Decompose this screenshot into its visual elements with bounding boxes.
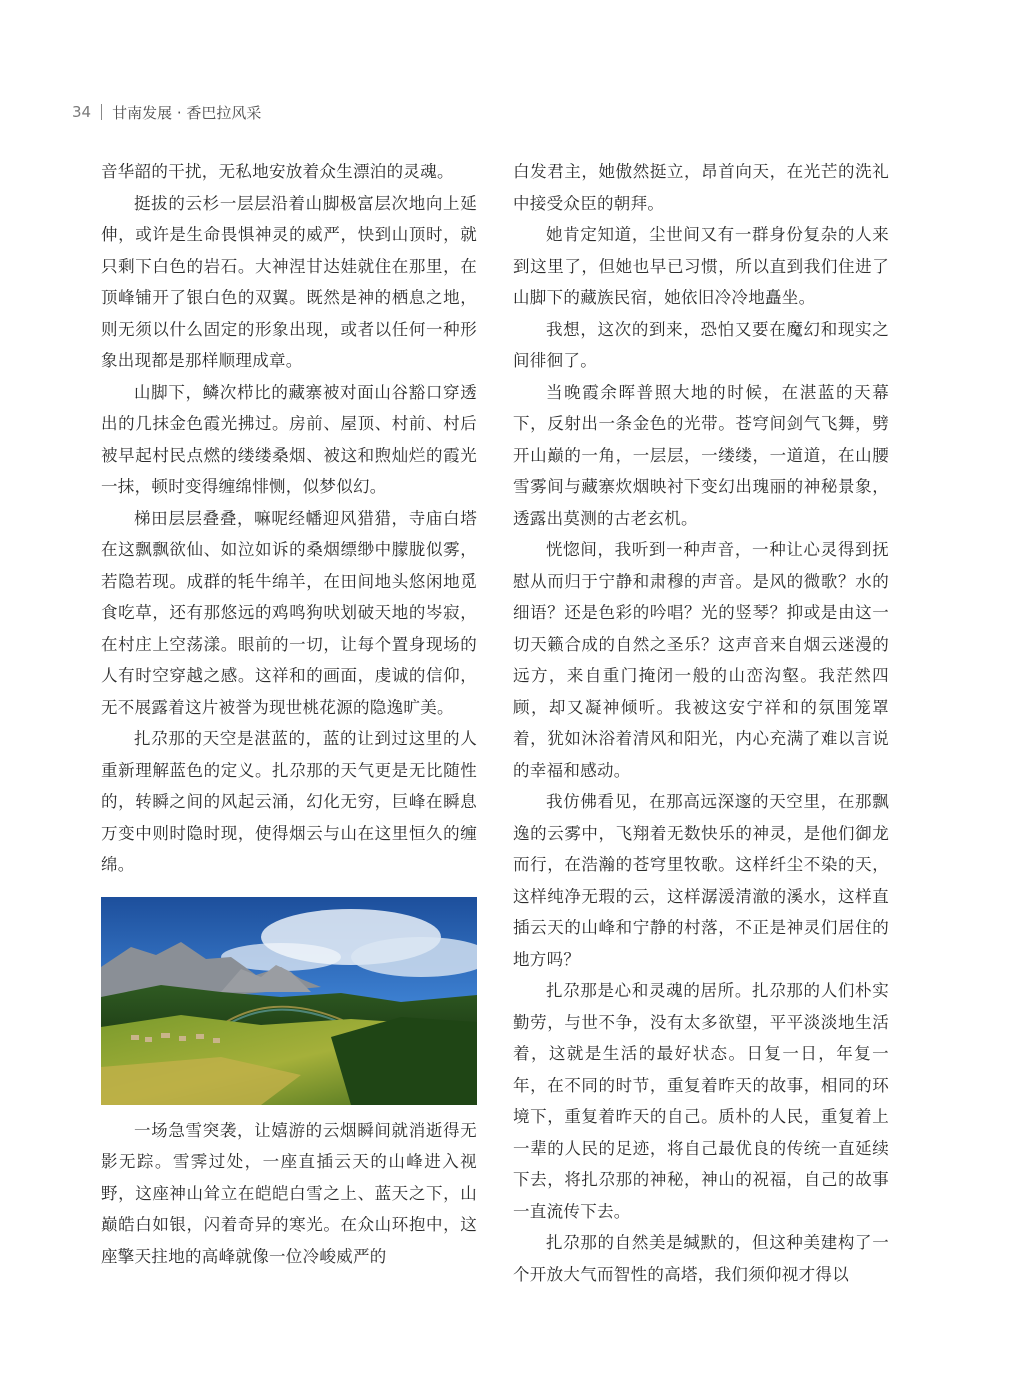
paragraph: 白发君主，她傲然挺立，昂首向天，在光芒的洗礼中接受众臣的朝拜。: [513, 162, 889, 213]
paragraph: 我想，这次的到来，恐怕又要在魔幻和现实之间徘徊了。: [513, 319, 889, 370]
header-divider: [101, 104, 102, 120]
paragraph: 我仿佛看见，在那高远深邃的天空里，在那飘逸的云雾中，飞翔着无数快乐的神灵，是他们御龙而行，在浩瀚的苍穹里牧歌。这样纤尘不染的天，这样纯净无瑕的云，这样潺湲清澈的溪水，这样直插云天的山峰和宁静的村落，不正是神灵们居住的地方吗？: [513, 792, 889, 969]
paragraph: 当晚霞余晖普照大地的时候，在湛蓝的天幕下，反射出一条金色的光带。苍穹间剑气飞舞，劈开山巅的一角，一层层，一缕缕，一道道，在山腰雪雾间与藏寨炊烟映衬下变幻出瑰丽的神秘景象，透露出莫测的古老玄机。: [513, 382, 889, 528]
paragraph: 扎尕那是心和灵魂的居所。扎尕那的人们朴实勤劳，与世不争，没有太多欲望，平平淡淡地生活着，这就是生活的最好状态。日复一日，年复一年，在不同的时节，重复着昨天的故事，相同的环境下，重复着昨天的自己。质朴的人民，重复着上一辈的人民的足迹，将自己最优良的传统一直延续下去，将扎尕那的神秘，神山的祝福，自己的故事一直流传下去。: [513, 981, 889, 1221]
section-title: 甘南发展 · 香巴拉风采: [112, 103, 262, 122]
paragraph: 她肯定知道，尘世间又有一群身份复杂的人来到这里了，但她也早已习惯，所以直到我们住进了山脚下的藏族民宿，她依旧冷冷地矗坐。: [513, 225, 889, 307]
paragraph: 梯田层层叠叠，嘛呢经幡迎风猎猎，寺庙白塔在这飘飘欲仙、如泣如诉的桑烟缥缈中朦胧似雾，若隐若现。成群的牦牛绵羊，在田间地头悠闲地觅食吃草，还有那悠远的鸡鸣狗吠划破天地的岑寂，在村庄上空荡漾。眼前的一切，让每个置身现场的人有时空穿越之感。这祥和的画面，虔诚的信仰，无不展露着这片被誉为现世桃花源的隐逸旷美。: [101, 508, 477, 717]
paragraph: 音华韶的干扰，无私地安放着众生漂泊的灵魂。: [101, 162, 454, 181]
paragraph: 挺拔的云杉一层层沿着山脚极富层次地向上延伸，或许是生命畏惧神灵的威严，快到山顶时，就只剩下白色的岩石。大神涅甘达娃就住在那里，在顶峰铺开了银白色的双翼。既然是神的栖息之地，则无须以什么固定的形象出现，或者以任何一种形象出现都是那样顺理成章。: [101, 193, 477, 370]
left-column: [101, 156, 477, 1272]
paragraph: 一场急雪突袭，让嬉游的云烟瞬间就消逝得无影无踪。雪霁过处，一座直插云天的山峰进入视野，这座神山耸立在皑皑白雪之上、蓝天之下，山巅皓白如银，闪着奇异的寒光。在众山环抱中，这座擎天拄地的高峰就像一位冷峻威严的: [101, 1120, 477, 1266]
page-number: 34: [72, 103, 92, 121]
paragraph: 山脚下，鳞次栉比的藏寨被对面山谷豁口穿透出的几抹金色霞光拂过。房前、屋顶、村前、村后被早起村民点燃的缕缕桑烟、被这和煦灿烂的霞光一抹，顿时变得缠绵悱恻，似梦似幻。: [101, 382, 477, 496]
paragraph: 扎尕那的自然美是缄默的，但这种美建构了一个开放大气而智性的高塔，我们须仰视才得以: [513, 1233, 889, 1284]
landscape-photo: [101, 897, 477, 1105]
running-header: [72, 100, 261, 124]
paragraph: 恍惚间，我听到一种声音，一种让心灵得到抚慰从而归于宁静和肃穆的声音。是风的微歌？水的细语？还是色彩的吟唱？光的竖琴？抑或是由这一切天籁合成的自然之圣乐？这声音来自烟云迷漫的远方，来自重门掩闭一般的山峦沟壑。我茫然四顾，却又凝神倾听。我被这安宁祥和的氛围笼罩着，犹如沐浴着清风和阳光，内心充满了难以言说的幸福和感动。: [513, 540, 889, 780]
right-column: [513, 156, 889, 1290]
paragraph: 扎尕那的天空是湛蓝的，蓝的让到过这里的人重新理解蓝色的定义。扎尕那的天气更是无比随性的，转瞬之间的风起云涌，幻化无穷，巨峰在瞬息万变中则时隐时现，使得烟云与山在这里恒久的缠绵。: [101, 729, 477, 874]
